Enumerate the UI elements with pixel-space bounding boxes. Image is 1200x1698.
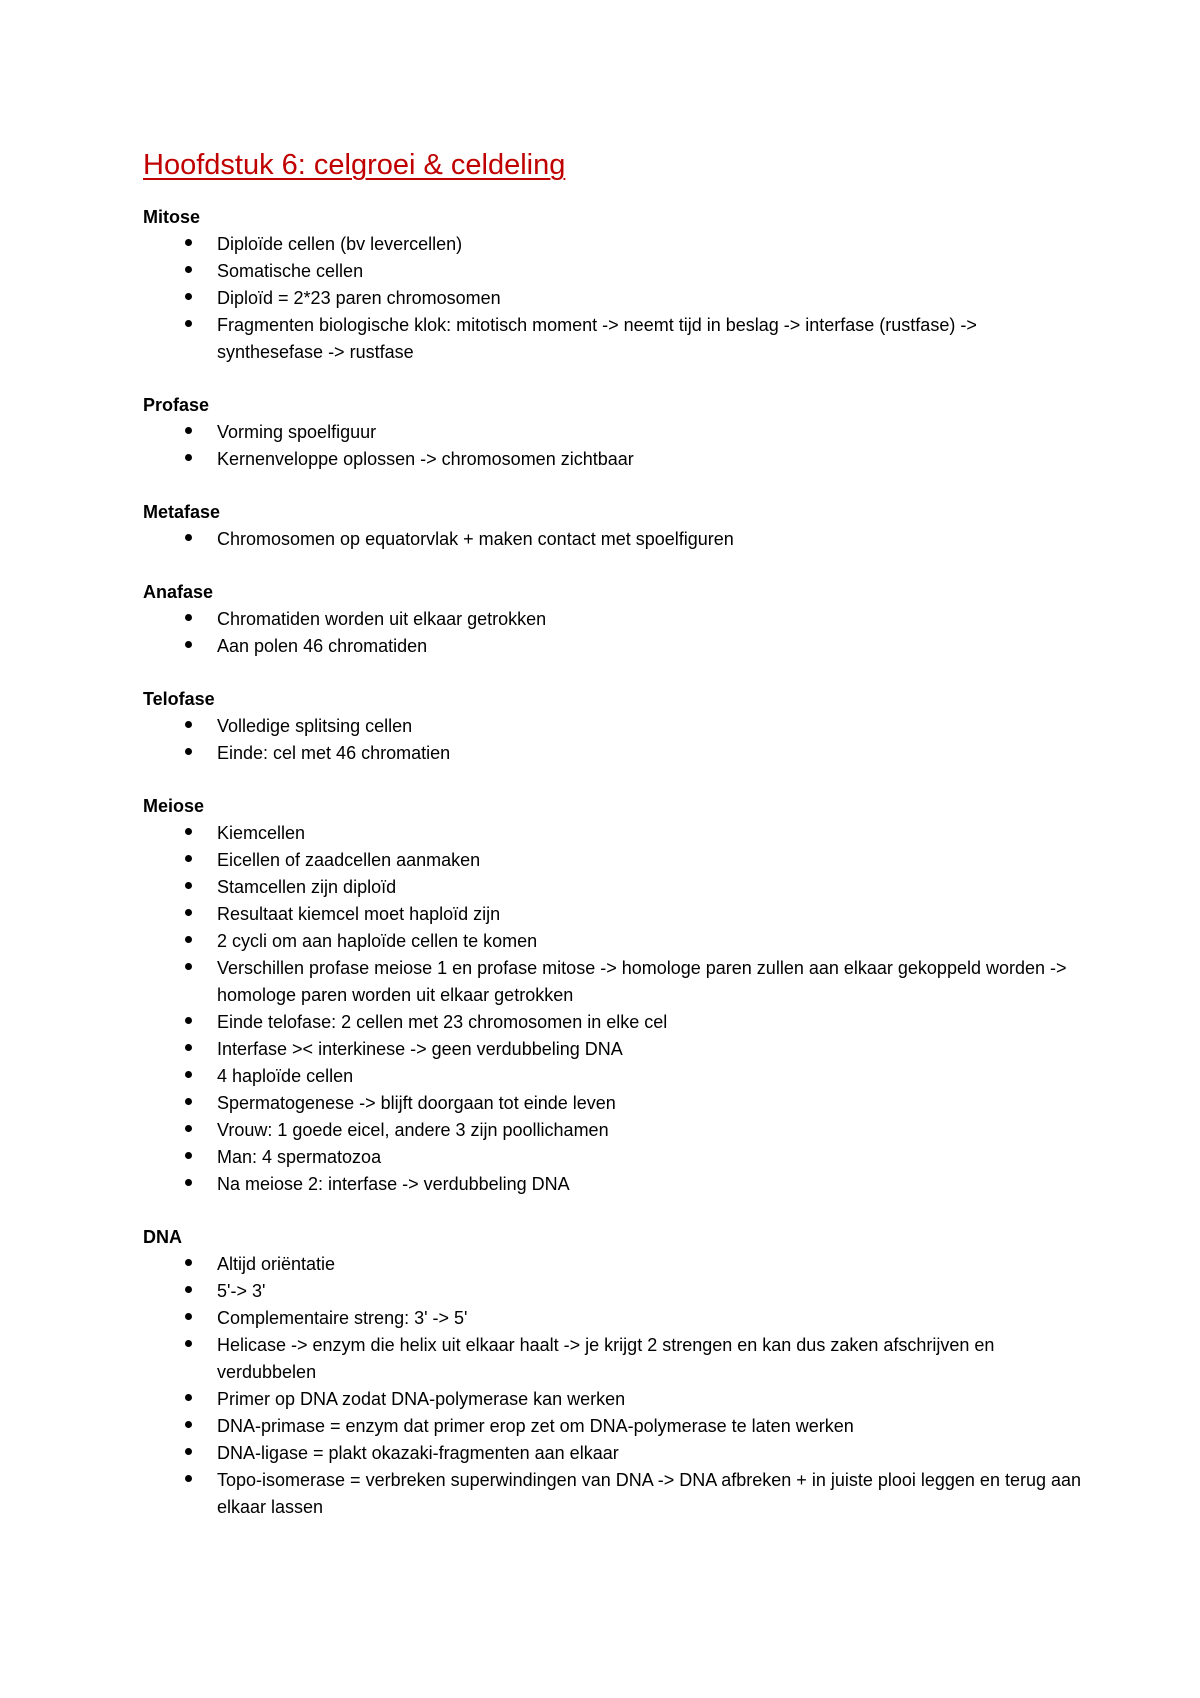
list-item-text: 5'-> 3' [217,1281,266,1301]
bullet-icon [185,1044,192,1051]
section-dna [143,1224,1083,1521]
list-item-text: Complementaire streng: 3' -> 5' [217,1308,468,1328]
bullet-icon [185,266,192,273]
bullet-icon [185,855,192,862]
bullet-icon [185,748,192,755]
bullet-icon [185,1475,192,1482]
bullet-icon [185,1179,192,1186]
bullet-icon [185,909,192,916]
list-item-text: Interfase >< interkinese -> geen verdubbeling DNA [217,1039,623,1059]
list-item-text: Somatische cellen [217,261,364,281]
bullet-icon [185,1152,192,1159]
list-item-text: Chromatiden worden uit elkaar getrokken [217,609,547,629]
list-item [143,231,1083,258]
bullet-icon [185,1448,192,1455]
bullet-icon [185,1313,192,1320]
list-item [143,740,1083,767]
section-meiose [143,793,1083,1198]
list-item [143,901,1083,928]
bullet-icon [185,1394,192,1401]
list-item-text: Aan polen 46 chromatiden [217,636,428,656]
bullet-list [143,606,1083,660]
list-item-text: Vorming spoelfiguur [217,422,377,442]
list-item [143,1144,1083,1171]
list-item-text: Verschillen profase meiose 1 en profase mitose -> homologe paren zullen aan elkaar gekoppeld worden -> homologe paren worden uit elkaar getrokken [217,958,1067,1005]
bullet-icon [185,454,192,461]
list-item [143,419,1083,446]
list-item [143,312,1083,366]
list-item [143,1278,1083,1305]
list-item-text: Chromosomen op equatorvlak + maken contact met spoelfiguren [217,529,734,549]
list-item-text: Volledige splitsing cellen [217,716,413,736]
bullet-icon [185,1098,192,1105]
list-item [143,606,1083,633]
list-item-text: Spermatogenese -> blijft doorgaan tot einde leven [217,1093,616,1113]
bullet-icon [185,293,192,300]
list-item [143,928,1083,955]
bullet-icon [185,721,192,728]
bullet-list [143,820,1083,1198]
list-item [143,1090,1083,1117]
list-item-text: DNA-primase = enzym dat primer erop zet om DNA-polymerase te laten werken [217,1416,854,1436]
list-item [143,1171,1083,1198]
list-item [143,1036,1083,1063]
page-title: Hoofdstuk 6: celgroei & celdeling [143,149,566,181]
section-heading: DNA [143,1227,182,1247]
bullet-icon [185,614,192,621]
section-metafase [143,499,1083,553]
list-item [143,820,1083,847]
list-item-text: Einde telofase: 2 cellen met 23 chromosomen in elke cel [217,1012,668,1032]
list-item-text: Diploïde cellen (bv levercellen) [217,234,463,254]
list-item-text: Helicase -> enzym die helix uit elkaar haalt -> je krijgt 2 strengen en kan dus zaken afschrijven en verdubbelen [217,1335,995,1382]
list-item [143,1251,1083,1278]
bullet-icon [185,320,192,327]
bullet-icon [185,534,192,541]
bullet-icon [185,828,192,835]
list-item-text: Topo-isomerase = verbreken superwindingen van DNA -> DNA afbreken + in juiste plooi leggen en terug aan elkaar lassen [217,1470,1082,1517]
list-item [143,713,1083,740]
list-item-text: Eicellen of zaadcellen aanmaken [217,850,481,870]
list-item-text: Primer op DNA zodat DNA-polymerase kan werken [217,1389,626,1409]
list-item-text: 4 haploïde cellen [217,1066,354,1086]
list-item-text: Altijd oriëntatie [217,1254,336,1274]
bullet-icon [185,1340,192,1347]
bullet-icon [185,936,192,943]
bullet-icon [185,239,192,246]
list-item [143,1117,1083,1144]
list-item-text: Vrouw: 1 goede eicel, andere 3 zijn poollichamen [217,1120,609,1140]
list-item-text: Na meiose 2: interfase -> verdubbeling DNA [217,1174,570,1194]
section-heading: Meiose [143,796,205,816]
bullet-icon [185,1421,192,1428]
list-item [143,446,1083,473]
list-item [143,874,1083,901]
list-item [143,1467,1083,1521]
bullet-icon [185,1259,192,1266]
list-item-text: Man: 4 spermatozoa [217,1147,382,1167]
list-item [143,1413,1083,1440]
bullet-icon [185,1017,192,1024]
list-item-text: Kiemcellen [217,823,306,843]
list-item [143,258,1083,285]
section-heading: Profase [143,395,210,415]
section-anafase [143,579,1083,660]
list-item [143,1009,1083,1036]
list-item [143,1386,1083,1413]
section-heading: Anafase [143,582,214,602]
bullet-icon [185,963,192,970]
bullet-icon [185,427,192,434]
list-item-text: Resultaat kiemcel moet haploïd zijn [217,904,501,924]
section-heading: Telofase [143,689,215,709]
bullet-icon [185,1125,192,1132]
bullet-list [143,526,1083,553]
list-item-text: Stamcellen zijn diploïd [217,877,397,897]
section-profase [143,392,1083,473]
list-item-text: Einde: cel met 46 chromatien [217,743,451,763]
list-item [143,285,1083,312]
bullet-icon [185,882,192,889]
section-mitose [143,204,1083,366]
bullet-list [143,419,1083,473]
document-body [143,204,1083,1547]
list-item [143,1440,1083,1467]
list-item-text: Kernenveloppe oplossen -> chromosomen zichtbaar [217,449,634,469]
list-item-text: DNA-ligase = plakt okazaki-fragmenten aan elkaar [217,1443,619,1463]
bullet-list [143,1251,1083,1521]
section-heading: Mitose [143,207,201,227]
list-item [143,955,1083,1009]
list-item [143,633,1083,660]
bullet-icon [185,641,192,648]
section-heading: Metafase [143,502,221,522]
list-item [143,1305,1083,1332]
list-item [143,526,1083,553]
section-telofase [143,686,1083,767]
list-item [143,847,1083,874]
list-item [143,1063,1083,1090]
bullet-list [143,713,1083,767]
bullet-icon [185,1071,192,1078]
list-item-text: Diploïd = 2*23 paren chromosomen [217,288,501,308]
list-item-text: 2 cycli om aan haploïde cellen te komen [217,931,538,951]
bullet-icon [185,1286,192,1293]
list-item [143,1332,1083,1386]
list-item-text: Fragmenten biologische klok: mitotisch moment -> neemt tijd in beslag -> interfase (rustfase) -> synthesefase -> rustfase [217,315,977,362]
bullet-list [143,231,1083,366]
